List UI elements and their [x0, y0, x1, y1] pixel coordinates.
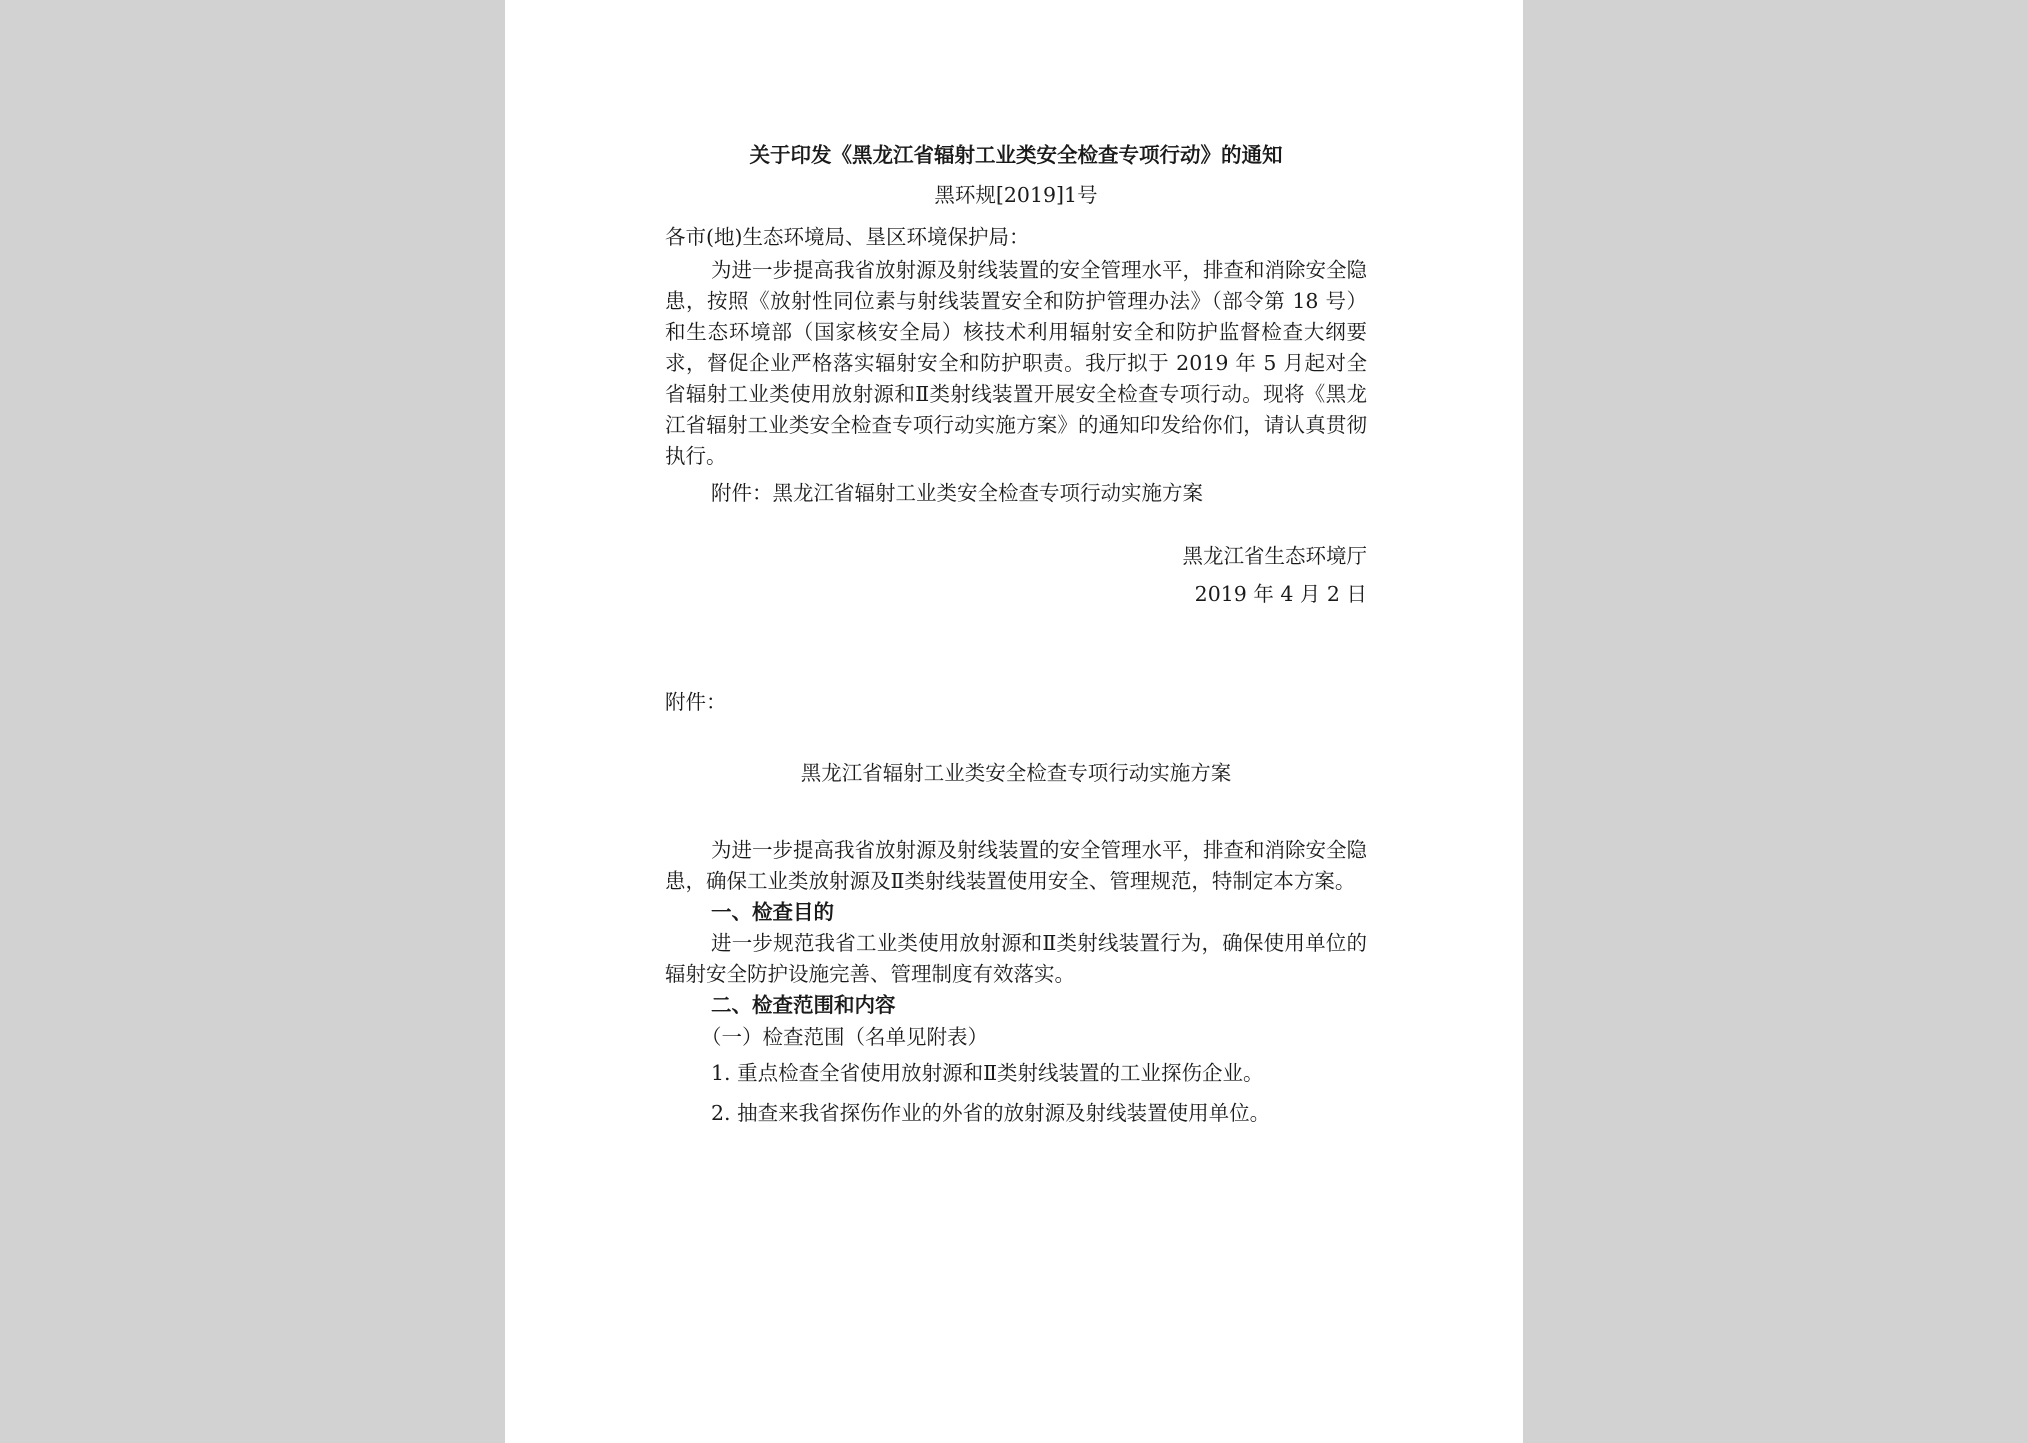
- list-item: 2. 抽查来我省探伤作业的外省的放射源及射线装置使用单位。: [711, 1101, 1271, 1125]
- notice-body: 为进一步提高我省放射源及射线装置的安全管理水平，排查和消除安全隐患，按照《放射性同位素与射线装置安全和防护管理办法》（部令第 18 号）和生态环境部（国家核安全局）核技术利用辐射安全和防护监督检查大纲要求，督促企业严格落实辐射安全和防护职责。我厅拟于 2019 年 5 月起对全省辐射工业类使用放射源和Ⅱ类射线装置开展安全检查专项行动。现将《黑龙江省辐射工业类安全检查专项行动实施方案》的通知印发给你们，请认真贯彻执行。: [665, 258, 1367, 468]
- notice-title: 关于印发《黑龙江省辐射工业类安全检查专项行动》的通知: [749, 143, 1283, 167]
- section-text-purpose: 进一步规范我省工业类使用放射源和Ⅱ类射线装置行为，确保使用单位的辐射安全防护设施完善、管理制度有效落实。: [665, 931, 1367, 986]
- issue-date: 2019 年 4 月 2 日: [1194, 582, 1367, 606]
- attachment-note: 附件：黑龙江省辐射工业类安全检查专项行动实施方案: [711, 481, 1203, 505]
- issuer-name: 黑龙江省生态环境厅: [1182, 544, 1367, 568]
- subsection-scope: （一）检查范围（名单见附表）: [701, 1025, 988, 1049]
- section-heading-scope: 二、检查范围和内容: [711, 993, 896, 1017]
- plan-intro: 为进一步提高我省放射源及射线装置的安全管理水平，排查和消除安全隐患，确保工业类放射源及Ⅱ类射线装置使用安全、管理规范，特制定本方案。: [665, 838, 1367, 893]
- section-heading-purpose: 一、检查目的: [711, 900, 834, 924]
- plan-title: 黑龙江省辐射工业类安全检查专项行动实施方案: [800, 761, 1232, 785]
- document-page: [505, 0, 1523, 1443]
- annex-label: 附件：: [665, 690, 727, 714]
- addressee: 各市(地)生态环境局、垦区环境保护局：: [665, 225, 1030, 249]
- signature-block: [665, 537, 1367, 613]
- document-number: 黑环规[2019]1号: [934, 183, 1098, 207]
- document-content: [665, 140, 1367, 1133]
- list-item: 1. 重点检查全省使用放射源和Ⅱ类射线装置的工业探伤企业。: [711, 1061, 1264, 1085]
